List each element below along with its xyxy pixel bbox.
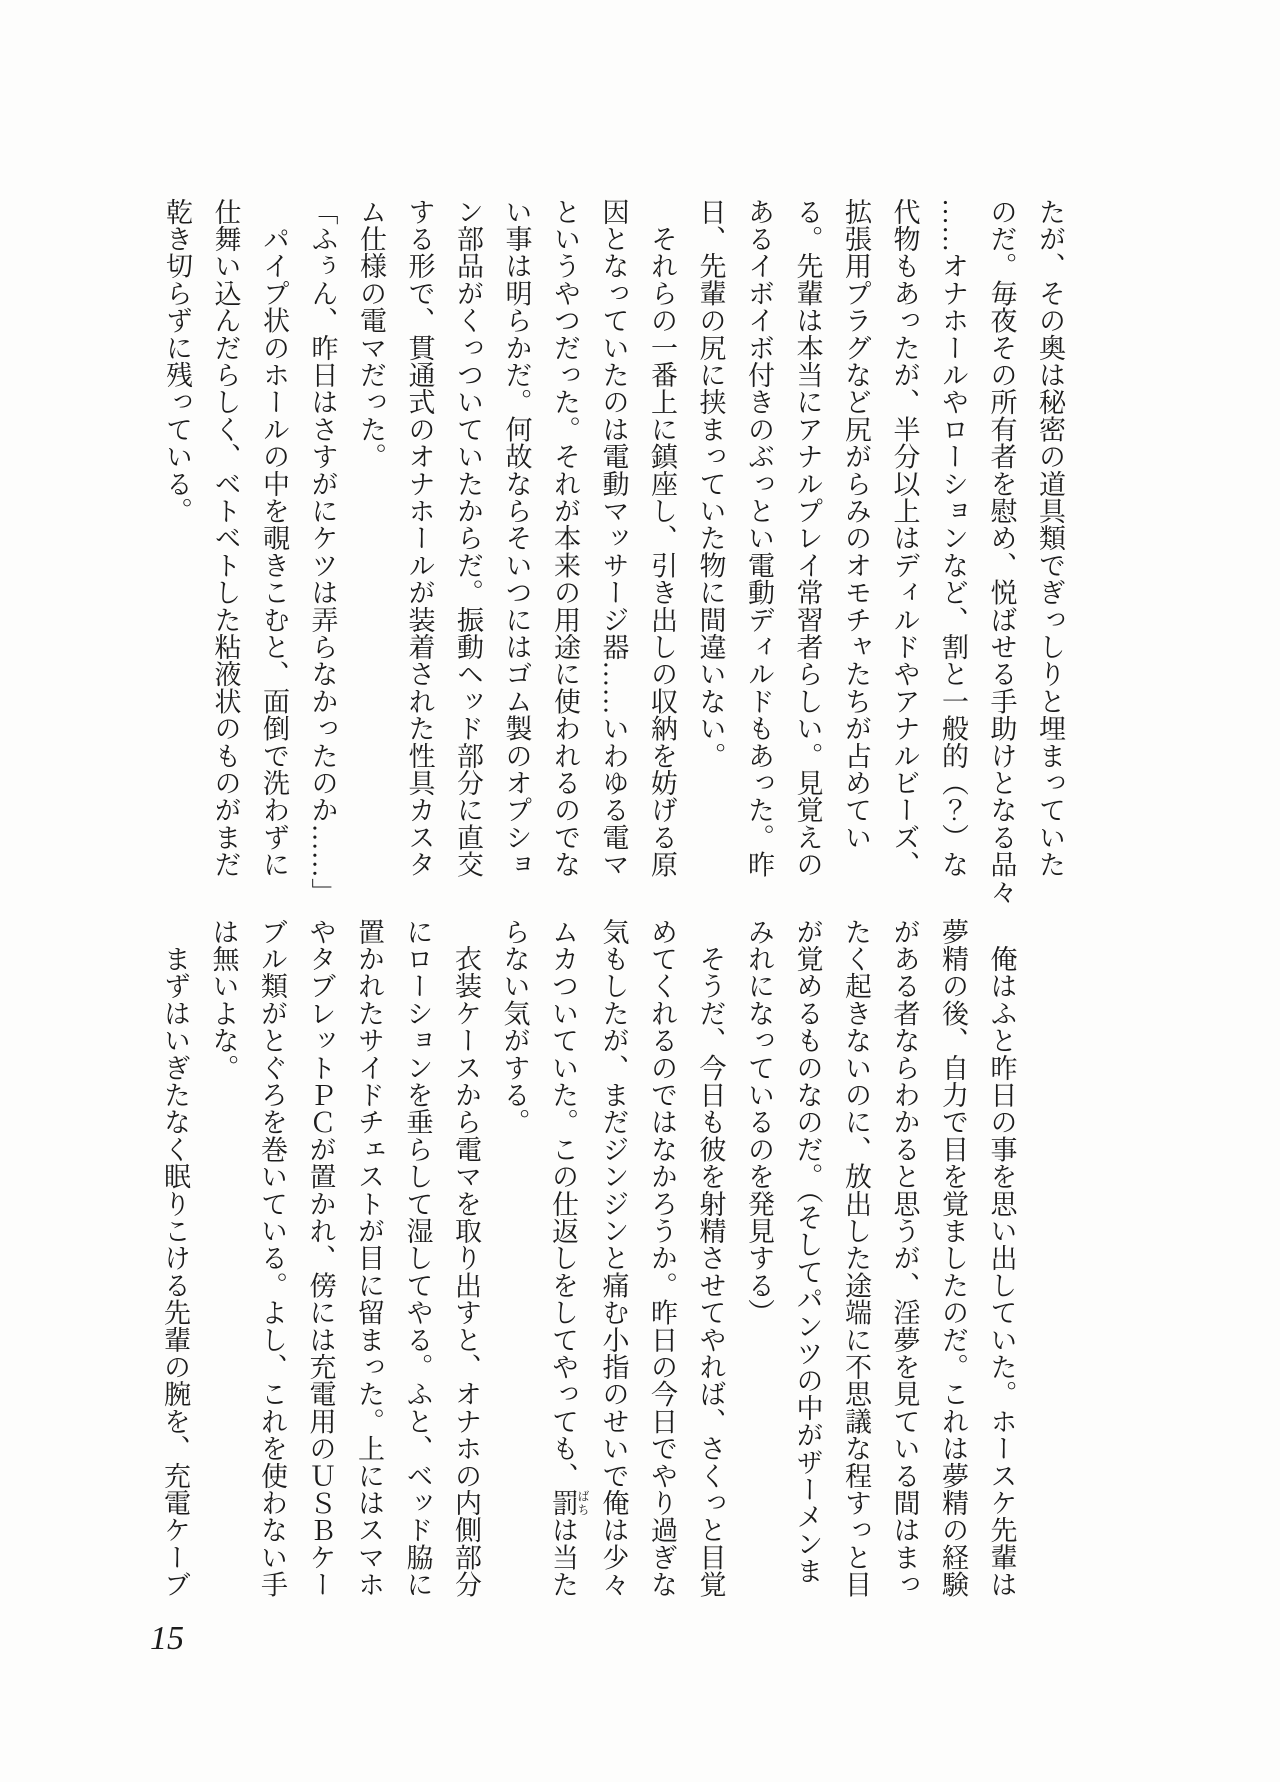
page-number: 15 [150, 1620, 184, 1657]
text-line: がある者ならわかると思うが、淫夢を見ている間はまっ [889, 918, 920, 1598]
text-line: というやつだった。それが本来の用途に使われるのでな [550, 198, 580, 878]
text-line: 因となっていたのは電動マッサージ器……いわゆる電マ [598, 198, 629, 878]
text-line: 仕舞い込んだらしく、ベトベトした粘液状のものがまだ [210, 198, 241, 878]
text-line: めてくれるのではなかろうか。昨日の今日でやり過ぎな [647, 918, 677, 1598]
text-line: ム仕様の電マだった。 [356, 198, 386, 470]
text-line: 衣装ケースから電マを取り出すと、オナホの内側部分 [451, 918, 481, 1598]
text-line: のだ。毎夜その所有者を慰め、悦ばせる手助けとなる品々 [986, 198, 1017, 906]
text-line: する形で、貫通式のオナホールが装着された性具カスタ [404, 198, 435, 878]
text-line: たく起きないのに、放出した途端に不思議な程すっと目 [841, 918, 871, 1598]
text-line: 俺はふと昨日の事を思い出していた。ホースケ先輩は [986, 918, 1017, 1598]
text-line: にローションを垂らして湿してやる。ふと、ベッド脇に [402, 918, 433, 1598]
text-line: 代物もあったが、半分以上はディルドやアナルビーズ、 [889, 198, 920, 878]
text-line: ムカついていた。この仕返しをしてやっても、罰ばちは当た [548, 918, 590, 1599]
text-line: みれになっているのを発見する） [744, 918, 774, 1326]
upper-text-block [153, 198, 1075, 905]
text-line: 日、先輩の尻に挟まっていた物に間違いない。 [695, 198, 726, 770]
lower-text-block [151, 918, 1075, 1598]
text-line: ブル類がとぐろを巻いている。よし、これを使わない手 [257, 918, 287, 1598]
text-line: る。先輩は本当にアナルプレイ常習者らしい。見覚えの [792, 198, 823, 878]
text-line: ン部品がくっついていたからだ。振動ヘッド部分に直交 [453, 198, 483, 878]
text-line: い事は明らかだ。何故ならそいつにはゴム製のオプショ [501, 198, 532, 878]
text-line: 置かれたサイドチェストが目に留まった。上にはスマホ [354, 918, 384, 1598]
text-line: らない気がする。 [499, 918, 530, 1136]
text-line: たが、その奥は秘密の道具類でぎっしりと埋まっていた [1035, 198, 1065, 878]
text-line [1026, 918, 1075, 1598]
text-line: ……オナホールやローションなど、割と一般的（？）な [938, 198, 968, 878]
text-line: まずはいぎたなく眠りこける先輩の腕を、充電ケーブ [160, 918, 190, 1598]
furigana-ruby: 罰ばち [548, 1489, 590, 1517]
text-line: あるイボイボ付きのぶっとい電動ディルドもあった。昨 [744, 198, 774, 878]
text-line: それらの一番上に鎮座し、引き出しの収納を妨げる原 [647, 198, 677, 878]
text-line: 拡張用プラグなど尻がらみのオモチャたちが占めてい [841, 198, 871, 851]
text-line: 乾き切らずに残っている。 [162, 198, 192, 525]
text-line: 気もしたが、まだジンジンと痛む小指のせいで俺は少々 [598, 918, 629, 1598]
text-line: やタブレットＰＣが置かれ、傍には充電用のＵＳＢケー [305, 918, 336, 1598]
text-line: は無いよな。 [208, 918, 239, 1082]
text-line: 夢精の後、自力で目を覚ましたのだ。これは夢精の経験 [938, 918, 968, 1598]
text-line: そうだ、今日も彼を射精させてやれば、さくっと目覚 [695, 918, 726, 1598]
text-line: パイプ状のホールの中を覗きこむと、面倒で洗わずに [259, 198, 289, 878]
text-line: が覚めるものなのだ。（そしてパンツの中がザーメンま [792, 918, 823, 1585]
text-line: 「ふぅん、昨日はさすがにケツは弄らなかったのか……」 [307, 198, 338, 906]
